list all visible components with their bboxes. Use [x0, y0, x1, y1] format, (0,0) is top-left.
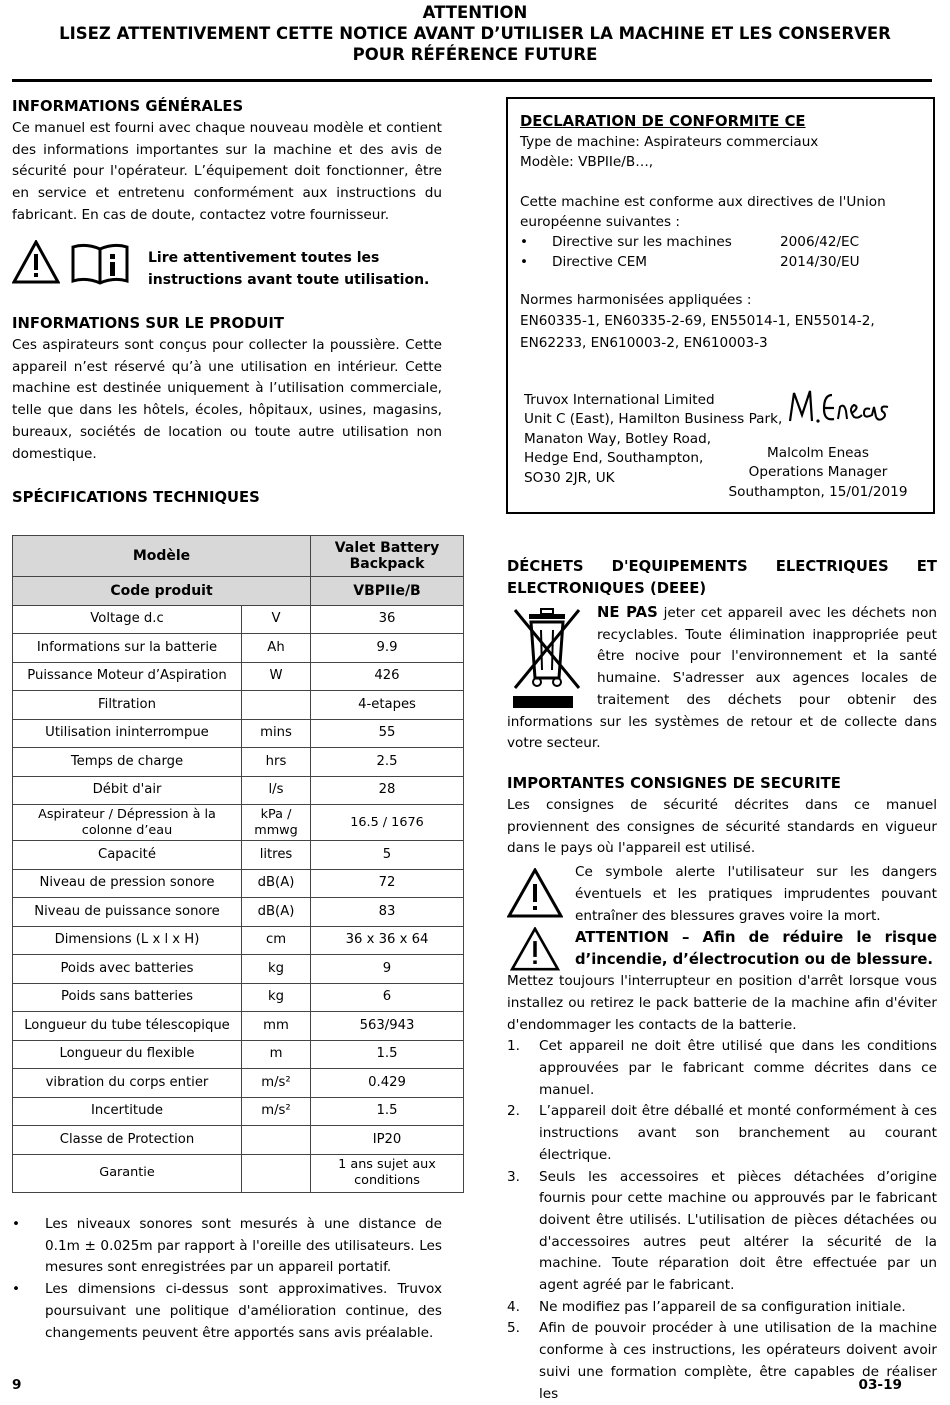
spec-value: 72 — [311, 869, 464, 898]
spec-value: 36 — [311, 605, 464, 634]
spec-value: 1.5 — [311, 1097, 464, 1126]
spec-value: 6 — [311, 983, 464, 1012]
spec-unit: Ah — [242, 634, 311, 663]
spec-value: 563/943 — [311, 1012, 464, 1041]
page-header — [0, 2, 950, 65]
general-info-title: INFORMATIONS GÉNÉRALES — [12, 98, 244, 115]
machine-type: Type de machine: Aspirateurs commerciaux — [520, 134, 819, 150]
conformity-statement: Cette machine est conforme aux directives de l'Union européenne suivantes : — [520, 194, 886, 230]
weee-title-word: ELECTRIQUES — [775, 558, 889, 575]
spec-unit: kPa / mmwg — [242, 805, 311, 841]
spec-name: Incertitude — [13, 1097, 242, 1126]
spec-value: 426 — [311, 662, 464, 691]
table-row — [13, 898, 464, 927]
note-text: Les dimensions ci-dessus sont approximatives. Truvox poursuivant une politique d'amélioration continue, des changements peuvent être apportés sans avis préalable. — [45, 1281, 442, 1341]
norms-label: Normes harmonisées appliquées : — [520, 292, 752, 308]
safety-section — [507, 773, 937, 1405]
bullet-icon: • — [12, 1281, 21, 1298]
warning-line-1: Lire attentivement toutes les — [148, 250, 380, 266]
warning-triangle-icon — [507, 868, 563, 918]
table-row — [13, 748, 464, 777]
table-row — [13, 691, 464, 720]
spec-name: Puissance Moteur d’Aspiration — [13, 662, 242, 691]
spec-name: Niveau de pression sonore — [13, 869, 242, 898]
table-header-row — [13, 536, 464, 577]
product-info-body: Ces aspirateurs sont conçus pour collecter la poussière. Cette appareil n’est réservé qu’à une utilisation en intérieur. Cette machine est destinée uniquement à l’utilisation commerciale, telle que dans les hôtels, écoles, hôpitaux, usines, magasins, bureaux, sociétés de location ou toute autre utilisation non domestique. — [12, 337, 442, 462]
header-line-3: POUR RÉFÉRENCE FUTURE — [352, 45, 598, 64]
table-row — [13, 634, 464, 663]
item-text: L’appareil doit être déballé et monté conformément à ces instructions avant son branchement au courant électrique. — [539, 1103, 937, 1163]
address-line: Hedge End, Southampton, — [524, 450, 704, 467]
table-row — [13, 719, 464, 748]
page-number: 9 — [12, 1377, 22, 1393]
spec-unit: dB(A) — [242, 869, 311, 898]
table-row — [13, 1154, 464, 1192]
table-row — [13, 1040, 464, 1069]
code-label-cell: Code produit — [13, 577, 311, 606]
weee-section — [507, 556, 937, 755]
read-instructions-warning — [12, 238, 442, 288]
spec-name: Niveau de puissance sonore — [13, 898, 242, 927]
spec-value: 1 ans sujet aux conditions — [311, 1154, 464, 1192]
signature-image — [784, 381, 894, 431]
spec-unit: litres — [242, 841, 311, 870]
spec-name: Longueur du tube télescopique — [13, 1012, 242, 1041]
spec-unit: kg — [242, 983, 311, 1012]
table-row — [13, 983, 464, 1012]
spec-name: Voltage d.c — [13, 605, 242, 634]
spec-name: Classe de Protection — [13, 1126, 242, 1155]
spec-value: 16.5 / 1676 — [311, 805, 464, 841]
model-value-cell: Valet Battery Backpack — [311, 536, 464, 577]
spec-value: 55 — [311, 719, 464, 748]
directive-code: 2014/30/EU — [780, 254, 860, 270]
general-info-section — [12, 96, 442, 227]
directive-item — [520, 232, 920, 252]
spec-value: 36 x 36 x 64 — [311, 926, 464, 955]
spec-value: 9 — [311, 955, 464, 984]
spec-unit: hrs — [242, 748, 311, 777]
specs-title-block — [12, 487, 442, 509]
spec-name: Longueur du flexible — [13, 1040, 242, 1069]
signer-place-date: Southampton, 15/01/2019 — [728, 483, 908, 500]
spec-value: 1.5 — [311, 1040, 464, 1069]
address-line: Truvox International Limited — [524, 392, 715, 408]
spec-value: 4-etapes — [311, 691, 464, 720]
header-attention: ATTENTION — [422, 3, 528, 22]
spec-name: Poids avec batteries — [13, 955, 242, 984]
product-info-section — [12, 313, 442, 465]
declaration-title: DECLARATION DE CONFORMITE CE — [520, 113, 806, 130]
spec-value: 5 — [311, 841, 464, 870]
spec-unit: cm — [242, 926, 311, 955]
item-number: 5. — [507, 1320, 520, 1337]
weee-title-word: DÉCHETS — [507, 558, 584, 575]
spec-unit: kg — [242, 955, 311, 984]
table-row — [13, 955, 464, 984]
table-row — [13, 805, 464, 841]
norms-line-1: EN60335-1, EN60335-2-69, EN55014-1, EN55014-2, — [520, 313, 875, 329]
header-line-2: LISEZ ATTENTIVEMENT CETTE NOTICE AVANT D’UTILISER LA MACHINE ET LES CONSERVER — [59, 24, 891, 43]
code-value-cell: VBPIIe/B — [311, 577, 464, 606]
spec-unit: m — [242, 1040, 311, 1069]
weee-title-line-2: ELECTRONIQUES (DEEE) — [507, 580, 707, 597]
spec-unit: mins — [242, 719, 311, 748]
spec-unit — [242, 1126, 311, 1155]
spec-value: 2.5 — [311, 748, 464, 777]
spec-value: 0.429 — [311, 1069, 464, 1098]
safety-attention-block — [507, 927, 937, 970]
spec-unit: mm — [242, 1012, 311, 1041]
spec-value: 28 — [311, 776, 464, 805]
spec-unit: dB(A) — [242, 898, 311, 927]
safety-intro: Les consignes de sécurité décrites dans ce manuel proviennent des consignes de sécurité standards en vigueur dans le pays où l'appareil est utilisé. — [507, 797, 937, 857]
table-code-row — [13, 577, 464, 606]
spec-value: IP20 — [311, 1126, 464, 1155]
item-text: Afin de pouvoir procéder à une utilisation de la machine conforme à ces instructions, les opérateurs doivent avoir suivi une formation complète, être capables de réaliser les — [539, 1320, 937, 1402]
list-item — [507, 1167, 937, 1297]
specifications-table — [12, 535, 464, 1193]
declaration-box — [506, 97, 935, 514]
general-info-body: Ce manuel est fourni avec chaque nouveau modèle et contient des informations importantes sur la machine et des avis de sécurité pour l'opérateur. L’équipement doit fonctionner, être en service et entretenu conformément aux instructions du fabricant. En cas de doute, contactez votre fournisseur. — [12, 120, 442, 223]
spec-value: 83 — [311, 898, 464, 927]
spec-name: Garantie — [13, 1154, 242, 1192]
note-text: Les niveaux sonores sont mesurés à une distance de 0.1m ± 0.025m par rapport à l'oreille des utilisateurs. Les mesures sont enregistrées par un appareil portatif. — [45, 1216, 442, 1276]
spec-name: Débit d'air — [13, 776, 242, 805]
spec-name: Poids sans batteries — [13, 983, 242, 1012]
spec-name: Dimensions (L x l x H) — [13, 926, 242, 955]
table-row — [13, 1126, 464, 1155]
weee-title — [507, 556, 937, 578]
directive-name: Directive sur les machines — [552, 234, 732, 250]
warning-line-2: instructions avant toute utilisation. — [148, 272, 430, 288]
spec-value: 9.9 — [311, 634, 464, 663]
table-row — [13, 1097, 464, 1126]
spec-notes — [12, 1214, 442, 1344]
address-line: Manaton Way, Botley Road, — [524, 430, 712, 447]
signer-name: Malcolm Eneas — [767, 445, 869, 461]
item-number: 3. — [507, 1168, 520, 1185]
spec-unit: W — [242, 662, 311, 691]
item-text: Cet appareil ne doit être utilisé que dans les conditions approuvées par le fabricant comme décrites dans ce manuel. — [539, 1038, 937, 1098]
directive-code: 2006/42/EC — [780, 234, 860, 250]
table-row — [13, 926, 464, 955]
safety-list — [507, 1036, 937, 1405]
spec-name: Informations sur la batterie — [13, 634, 242, 663]
attention-statement: ATTENTION – Afin de réduire le risque d’incendie, d’électrocution ou de blessure. — [575, 929, 937, 968]
spec-name: Utilisation ininterrompue — [13, 719, 242, 748]
list-item — [507, 1297, 937, 1319]
model-label-cell: Modèle — [13, 536, 311, 577]
item-number: 2. — [507, 1103, 520, 1120]
bullet-icon: • — [520, 254, 529, 270]
table-row — [13, 662, 464, 691]
warning-triangle-icon — [507, 927, 563, 971]
spec-name: Temps de charge — [13, 748, 242, 777]
item-text: Seuls les accessoires et pièces détachées d’origine fournis pour cette machine ou approuvés par le fabricant doivent être utilisés. L'utilisation de pièces détachées ou d'accessoires autres peut altérer la sécurité de la machine. Toute réparation doit être effectuée par un agent agréé par le fabricant. — [539, 1168, 937, 1294]
list-item — [507, 1036, 937, 1101]
document-date: 03-19 — [858, 1377, 902, 1393]
spec-name: Aspirateur / Dépression à la colonne d’eau — [13, 805, 242, 841]
bullet-icon: • — [12, 1216, 21, 1232]
header-divider — [12, 79, 932, 82]
list-item — [12, 1279, 442, 1344]
address-line: Unit C (East), Hamilton Business Park, — [524, 411, 783, 428]
spec-name: vibration du corps entier — [13, 1069, 242, 1098]
spec-name: Filtration — [13, 691, 242, 720]
table-row — [13, 841, 464, 870]
weee-title-word: D'EQUIPEMENTS — [611, 558, 748, 575]
table-row — [13, 1069, 464, 1098]
table-row — [13, 1012, 464, 1041]
safety-symbol-block — [507, 862, 937, 927]
battery-switch-text: Mettez toujours l'interrupteur en position d'arrêt lorsque vous installez ou retirez le pack batterie de la machine afin d'éviter d'endommager les contacts de la batterie. — [507, 973, 937, 1033]
list-item — [12, 1214, 442, 1279]
table-row — [13, 869, 464, 898]
weee-title-word: ET — [916, 558, 937, 575]
item-text: Ne modifiez pas l’appareil de sa configuration initiale. — [539, 1298, 906, 1315]
list-item — [507, 1101, 937, 1166]
spec-unit — [242, 691, 311, 720]
signer-block — [708, 444, 928, 502]
spec-unit: m/s² — [242, 1097, 311, 1126]
directive-item — [520, 252, 920, 272]
crossed-bin-icon — [507, 600, 587, 710]
item-number: 4. — [507, 1298, 520, 1315]
directive-name: Directive CEM — [552, 254, 648, 270]
weee-lead: NE PAS — [597, 604, 658, 621]
symbol-explanation: Ce symbole alerte l'utilisateur sur les dangers éventuels et les pratiques imprudentes pouvant entraîner des blessures graves voire la mort. — [575, 864, 937, 924]
norms-line-2: EN62233, EN610003-2, EN610003-3 — [520, 335, 768, 351]
spec-unit: V — [242, 605, 311, 634]
item-number: 1. — [507, 1038, 520, 1055]
spec-unit: m/s² — [242, 1069, 311, 1098]
table-row — [13, 776, 464, 805]
warning-triangle-icon — [12, 240, 60, 284]
safety-title: IMPORTANTES CONSIGNES DE SECURITE — [507, 775, 841, 792]
product-info-title: INFORMATIONS SUR LE PRODUIT — [12, 315, 284, 332]
spec-name: Capacité — [13, 841, 242, 870]
specs-title: SPÉCIFICATIONS TECHNIQUES — [12, 489, 260, 506]
bullet-icon: • — [520, 234, 529, 250]
machine-model: Modèle: VBPIIe/B…, — [520, 154, 654, 170]
signer-role: Operations Manager — [748, 464, 888, 481]
table-row — [13, 605, 464, 634]
spec-unit: l/s — [242, 776, 311, 805]
read-manual-icon — [70, 241, 130, 285]
spec-unit — [242, 1154, 311, 1192]
address-line: SO30 2JR, UK — [524, 469, 615, 486]
weee-text: jeter cet appareil avec les déchets non recyclables. Toute élimination inappropriée peut être nocive pour l'environnement et la santé humaine. S'adresser aux agences locales de traitement des déchets pour obtenir des informations sur les systèmes de retour et de collecte dans votre secteur. — [507, 605, 937, 752]
